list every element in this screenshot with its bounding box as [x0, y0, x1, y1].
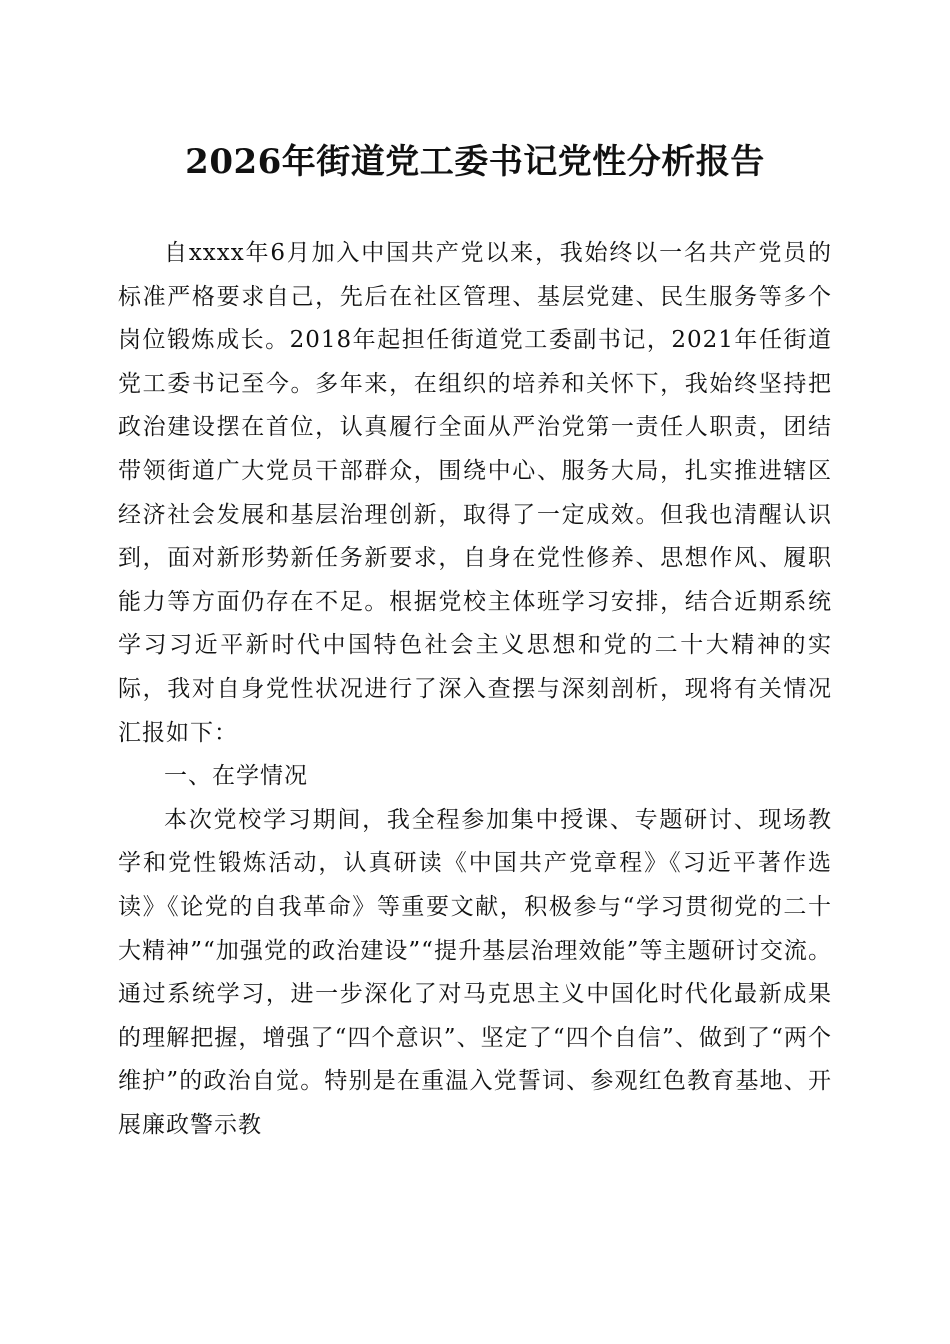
section-heading-1: 一、在学情况	[164, 763, 308, 790]
document-body	[118, 232, 832, 1147]
section-1-paragraph: 本次党校学习期间，我全程参加集中授课、专题研讨、现场教学和党性锻炼活动，认真研读《中国共产党章程》《习近平著作选读》《论党的自我革命》等重要文献，积极参与“学习贯彻党的二十大精神”“加强党的政治建设”“提升基层治理效能”等主题研讨交流。通过系统学习，进一步深化了对马克思主义中国化时代化最新成果的理解把握，增强了“四个意识”、坚定了“四个自信”、做到了“两个维护”的政治自觉。特别是在重温入党誓词、参观红色教育基地、开展廉政警示教	[118, 806, 832, 1138]
intro-paragraph: 自xxxx年6月加入中国共产党以来，我始终以一名共产党员的标准严格要求自己，先后在社区管理、基层党建、民生服务等多个岗位锻炼成长。2018年起担任街道党工委副书记，2021年任街道党工委书记至今。多年来，在组织的培养和关怀下，我始终坚持把政治建设摆在首位，认真履行全面从严治党第一责任人职责，团结带领街道广大党员干部群众，围绕中心、服务大局，扎实推进辖区经济社会发展和基层治理创新，取得了一定成效。但我也清醒认识到，面对新形势新任务新要求，自身在党性修养、思想作风、履职能力等方面仍存在不足。根据党校主体班学习安排，结合近期系统学习习近平新时代中国特色社会主义思想和党的二十大精神的实际，我对自身党性状况进行了深入查摆与深刻剖析，现将有关情况汇报如下：	[118, 240, 832, 746]
document-title: 2026年街道党工委书记党性分析报告	[185, 142, 765, 182]
